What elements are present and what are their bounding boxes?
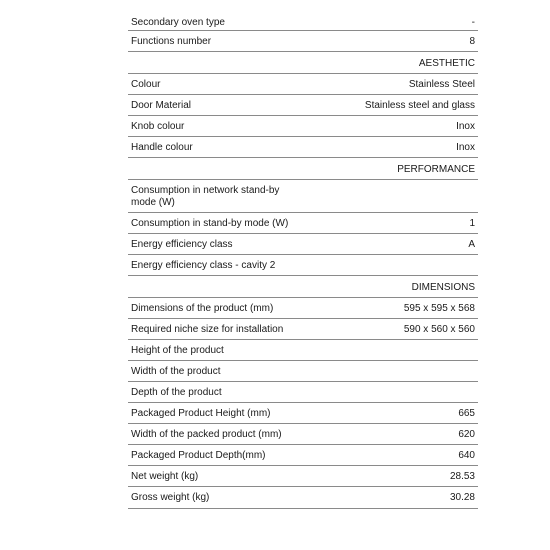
spec-label: Functions number — [131, 36, 212, 47]
spec-value: Inox — [456, 142, 475, 153]
spec-label: Consumption in network stand-by mode (W) — [131, 185, 280, 208]
spec-value: 665 — [458, 408, 475, 419]
section-header — [128, 276, 478, 298]
spec-row — [128, 74, 478, 95]
spec-label: Packaged Product Height (mm) — [131, 408, 271, 419]
spec-row — [128, 116, 478, 137]
spec-row — [128, 31, 478, 52]
spec-row — [128, 361, 478, 382]
spec-label: Energy efficiency class - cavity 2 — [131, 260, 276, 271]
spec-label: Net weight (kg) — [131, 471, 199, 482]
spec-table — [128, 17, 478, 509]
spec-value: 8 — [469, 36, 475, 47]
section-header — [128, 158, 478, 180]
spec-row — [128, 403, 478, 424]
spec-row — [128, 424, 478, 445]
spec-row — [128, 180, 478, 213]
spec-row — [128, 466, 478, 487]
spec-value — [475, 382, 478, 387]
spec-label: Door Material — [131, 100, 192, 111]
section-title: DIMENSIONS — [411, 282, 475, 293]
spec-label: Required niche size for installation — [131, 324, 284, 335]
spec-value: 1 — [469, 218, 475, 229]
spec-row — [128, 234, 478, 255]
spec-value: 28.53 — [449, 471, 475, 482]
spec-row — [128, 95, 478, 116]
section-title: AESTHETIC — [418, 58, 475, 69]
spec-label: Dimensions of the product (mm) — [131, 303, 274, 314]
spec-label: Width of the packed product (mm) — [131, 429, 282, 440]
spec-value: 590 x 560 x 560 — [403, 324, 475, 335]
spec-value: 640 — [458, 450, 475, 461]
spec-row — [128, 137, 478, 158]
spec-row — [128, 487, 478, 509]
spec-label: Packaged Product Depth(mm) — [131, 450, 266, 461]
section-title: PERFORMANCE — [397, 164, 475, 175]
spec-label: Width of the product — [131, 366, 221, 377]
spec-value: - — [471, 17, 475, 28]
spec-label: Depth of the product — [131, 387, 222, 398]
spec-label: Colour — [131, 79, 161, 90]
spec-value: Inox — [456, 121, 475, 132]
spec-row — [128, 445, 478, 466]
spec-value: Stainless Steel — [408, 79, 475, 90]
spec-label: Energy efficiency class — [131, 239, 233, 250]
spec-row — [128, 17, 478, 31]
spec-label: Secondary oven type — [131, 17, 225, 28]
spec-label: Handle colour — [131, 142, 193, 153]
section-header — [128, 52, 478, 74]
spec-value — [475, 361, 478, 366]
spec-row — [128, 382, 478, 403]
spec-value — [475, 255, 478, 260]
spec-label: Consumption in stand-by mode (W) — [131, 218, 289, 229]
spec-label: Height of the product — [131, 345, 224, 356]
spec-row — [128, 298, 478, 319]
spec-row — [128, 213, 478, 234]
spec-row — [128, 255, 478, 276]
spec-value: A — [468, 239, 475, 250]
spec-value: 30.28 — [449, 492, 475, 503]
spec-label: Knob colour — [131, 121, 185, 132]
spec-row — [128, 319, 478, 340]
spec-value — [475, 340, 478, 345]
spec-value — [475, 180, 478, 185]
spec-value: 620 — [458, 429, 475, 440]
spec-value: Stainless steel and glass — [364, 100, 475, 111]
spec-label: Gross weight (kg) — [131, 492, 210, 503]
spec-value: 595 x 595 x 568 — [403, 303, 475, 314]
spec-row — [128, 340, 478, 361]
